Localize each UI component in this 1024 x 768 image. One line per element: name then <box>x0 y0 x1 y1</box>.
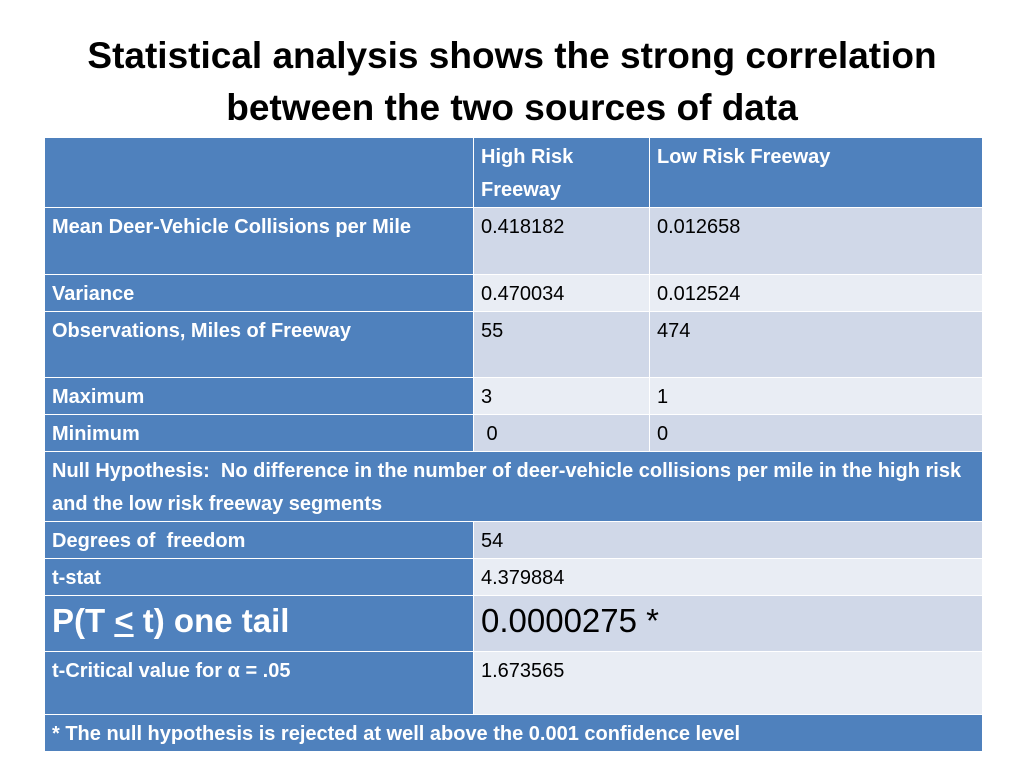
row-label: t-stat <box>45 559 474 596</box>
null-hypothesis-row <box>45 452 983 522</box>
slide-title-line-1: Statistical analysis shows the strong correlation <box>87 35 937 76</box>
header-high-risk: High Risk Freeway <box>474 138 650 208</box>
header-empty-cell <box>45 138 474 208</box>
header-low-risk: Low Risk Freeway <box>650 138 983 208</box>
row-label: Mean Deer-Vehicle Collisions per Mile <box>45 208 474 275</box>
row-label: Variance <box>45 275 474 312</box>
low-risk-value: 0 <box>650 415 983 452</box>
null-hypothesis-text: Null Hypothesis: No difference in the number of deer-vehicle collisions per mile in the high risk and the low risk freeway segments <box>45 452 983 522</box>
test-value: 4.379884 <box>474 559 983 596</box>
high-risk-value: 3 <box>474 378 650 415</box>
table-row <box>45 415 983 452</box>
slide-title-line-2: between the two sources of data <box>226 87 798 128</box>
test-value: 54 <box>474 522 983 559</box>
statistics-table <box>44 137 983 752</box>
high-risk-value: 0.470034 <box>474 275 650 312</box>
table-row <box>45 208 983 275</box>
table-row <box>45 275 983 312</box>
low-risk-value: 474 <box>650 312 983 378</box>
p-value-row <box>45 596 983 652</box>
critical-value: 1.673565 <box>474 652 983 715</box>
p-label-suffix: t) one tail <box>133 602 290 639</box>
table-header-row <box>45 138 983 208</box>
high-risk-value: 0 <box>474 415 650 452</box>
p-value-label <box>45 596 474 652</box>
less-than-or-equal-symbol: < <box>114 602 134 639</box>
high-risk-value: 0.418182 <box>474 208 650 275</box>
p-label-prefix: P(T <box>52 602 115 639</box>
low-risk-value: 0.012524 <box>650 275 983 312</box>
row-label: Maximum <box>45 378 474 415</box>
table-row <box>45 312 983 378</box>
low-risk-value: 1 <box>650 378 983 415</box>
row-label: Degrees of freedom <box>45 522 474 559</box>
row-label: t-Critical value for α = .05 <box>45 652 474 715</box>
table-row <box>45 378 983 415</box>
row-label: Minimum <box>45 415 474 452</box>
row-label: Observations, Miles of Freeway <box>45 312 474 378</box>
table-row <box>45 522 983 559</box>
low-risk-value: 0.012658 <box>650 208 983 275</box>
footnote-row <box>45 715 983 752</box>
high-risk-value: 55 <box>474 312 650 378</box>
table-row <box>45 559 983 596</box>
footnote-text: * The null hypothesis is rejected at well above the 0.001 confidence level <box>45 715 983 752</box>
table-row <box>45 652 983 715</box>
slide-title <box>0 30 1024 134</box>
p-value: 0.0000275 * <box>474 596 983 652</box>
